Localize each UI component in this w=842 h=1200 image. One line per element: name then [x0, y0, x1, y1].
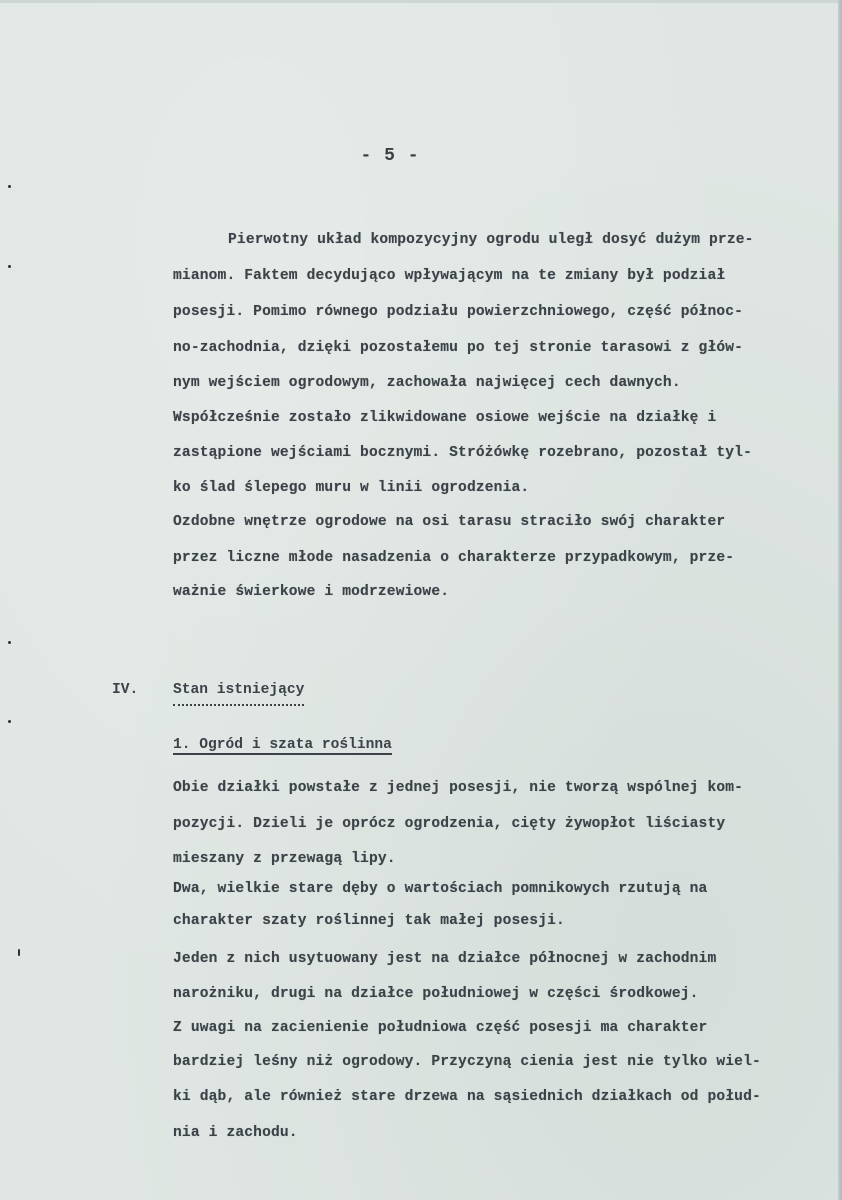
- text-line: ko ślad ślepego muru w linii ogrodzenia.: [173, 480, 530, 496]
- text-line: Ozdobne wnętrze ogrodowe na osi tarasu straciło swój charakter: [173, 514, 726, 530]
- binding-hole-mark: [8, 720, 11, 723]
- text-line: Dwa, wielkie stare dęby o wartościach pomnikowych rzutują na: [173, 881, 708, 897]
- binding-hole-mark: [8, 185, 11, 188]
- text-line: Pierwotny układ kompozycyjny ogrodu uległ dosyć dużym prze-: [228, 232, 754, 248]
- text-line: Z uwagi na zacienienie południowa część posesji ma charakter: [173, 1020, 708, 1036]
- text-line: Obie działki powstałe z jednej posesji, nie tworzą wspólnej kom-: [173, 780, 744, 796]
- binding-hole-mark: [8, 265, 11, 268]
- binding-hole-mark: [18, 949, 20, 956]
- text-line: no-zachodnia, dzięki pozostałemu po tej stronie tarasowi z głów-: [173, 340, 744, 356]
- text-line: mieszany z przewagą lipy.: [173, 851, 396, 867]
- text-line: bardziej leśny niż ogrodowy. Przyczyną cienia jest nie tylko wiel-: [173, 1054, 761, 1070]
- text-line: charakter szaty roślinnej tak małej posesji.: [173, 913, 565, 929]
- text-line: nym wejściem ogrodowym, zachowała najwięcej cech dawnych.: [173, 375, 681, 391]
- text-line: zastąpione wejściami bocznymi. Stróżówkę rozebrano, pozostał tyl-: [173, 445, 752, 461]
- text-line: Współcześnie zostało zlikwidowane osiowe wejście na działkę i: [173, 410, 717, 426]
- page-right-edge: [838, 0, 842, 1200]
- subsection-title: 1. Ogród i szata roślinna: [173, 737, 392, 753]
- section-number: IV.: [112, 682, 139, 698]
- text-line: ki dąb, ale również stare drzewa na sąsiednich działkach od połud-: [173, 1089, 761, 1105]
- text-line: mianom. Faktem decydująco wpływającym na te zmiany był podział: [173, 268, 726, 284]
- text-line: ważnie świerkowe i modrzewiowe.: [173, 584, 450, 600]
- text-line: przez liczne młode nasadzenia o charakterze przypadkowym, prze-: [173, 550, 735, 566]
- text-line: narożniku, drugi na działce południowej w części środkowej.: [173, 986, 699, 1002]
- text-line: posesji. Pomimo równego podziału powierzchniowego, część północ-: [173, 304, 744, 320]
- page-top-edge: [0, 0, 842, 3]
- binding-hole-mark: [8, 641, 11, 644]
- text-line: Jeden z nich usytuowany jest na działce północnej w zachodnim: [173, 951, 717, 967]
- section-title: Stan istniejący: [173, 682, 305, 698]
- page-number: - 5 -: [360, 146, 420, 166]
- text-line: nia i zachodu.: [173, 1125, 298, 1141]
- text-line: pozycji. Dzieli je oprócz ogrodzenia, cięty żywopłot liściasty: [173, 816, 726, 832]
